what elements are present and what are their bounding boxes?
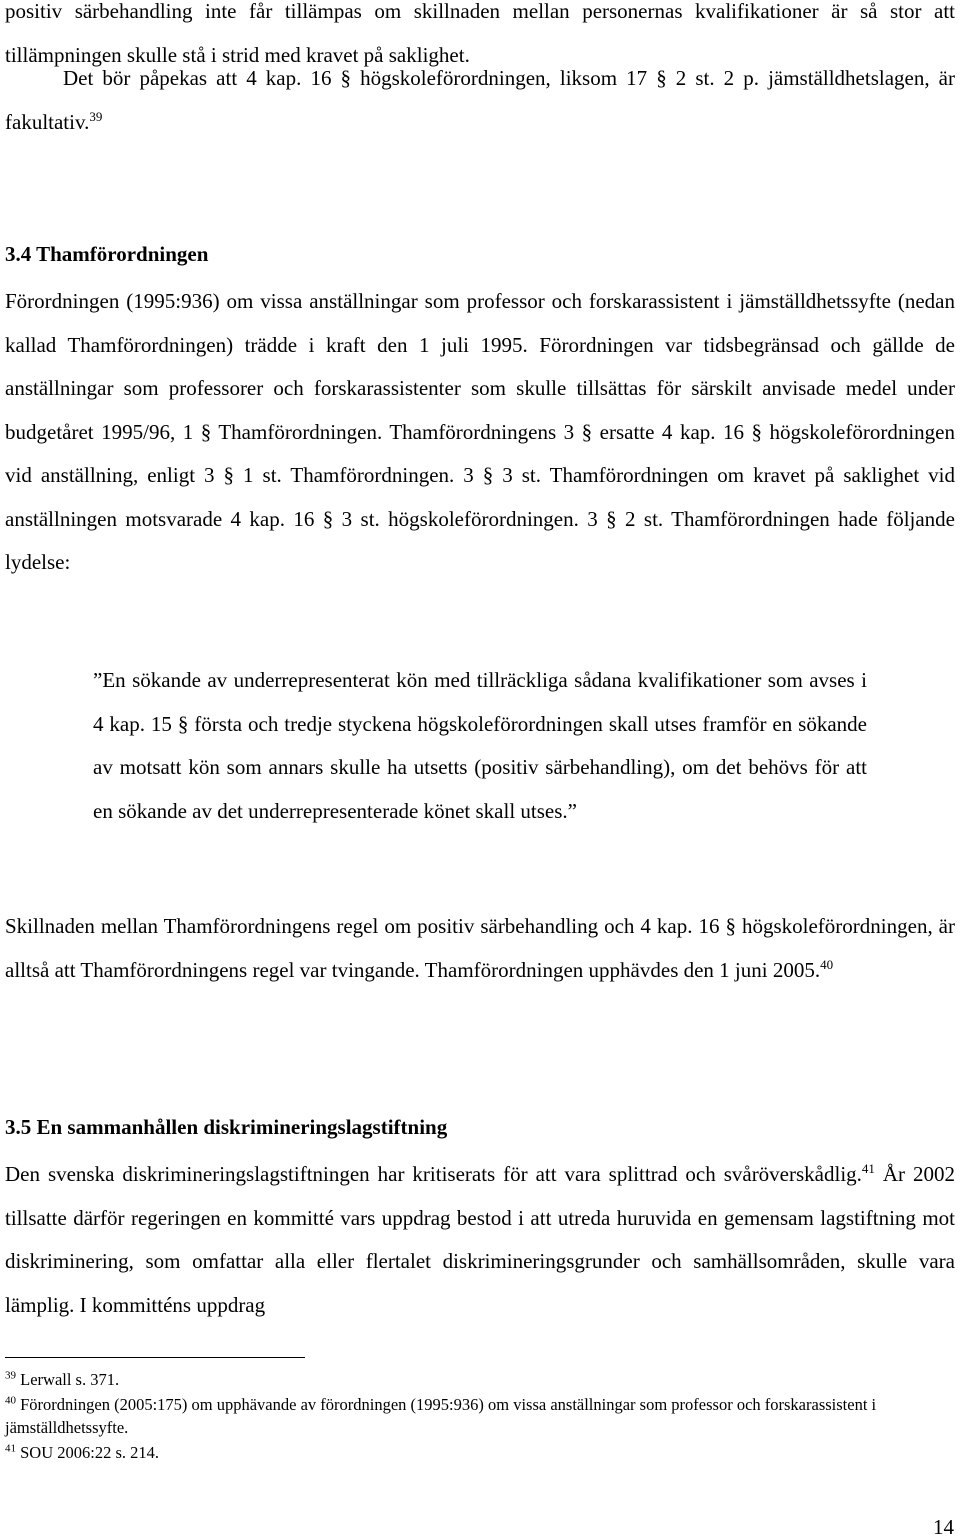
footnote-separator [5, 1357, 305, 1358]
paragraph-skillnaden-text: Skillnaden mellan Thamförordningens regel om positiv särbehandling och 4 kap. 16 § högskoleförordningen, är alltså att Thamförordningens regel var tvingande. Thamförordningen upphävdes den 1 juni 2005. [5, 914, 955, 982]
paragraph-fakultativ-text: Det bör påpekas att 4 kap. 16 § högskoleförordningen, liksom 17 § 2 st. 2 p. jämställdhetslagen, är fakultativ. [5, 66, 955, 134]
footnote-41 [5, 1441, 935, 1464]
footnote-number: 41 [5, 1442, 16, 1455]
footnote-39 [5, 1368, 935, 1391]
paragraph-diskriminering-text-a: Den svenska diskrimineringslagstiftningen har kritiserats för att vara splittrad och svåröverskådlig. [5, 1162, 862, 1186]
paragraph-diskriminering-text-b: År 2002 tillsatte därför regeringen en kommitté vars uppdrag bestod i att utreda huruvida en gemensam lagstiftning mot diskriminering, som omfattar alla eller flertalet diskrimineringsgrunder och samhällsområden, skulle vara lämplig. I kommitténs uppdrag [5, 1162, 955, 1317]
page-number: 14 [933, 1515, 954, 1539]
footnote-number: 39 [5, 1369, 16, 1382]
paragraph-skillnaden [5, 905, 955, 992]
footnote-text: Lerwall s. 371. [20, 1370, 120, 1389]
section-heading-3-5: 3.5 En sammanhållen diskrimineringslagstiftning [5, 1115, 448, 1139]
paragraph-thamforordningen: Förordningen (1995:936) om vissa anställningar som professor och forskarassistent i jämställdhetssyfte (nedan kallad Thamförordningen) trädde i kraft den 1 juli 1995. Förordningen var tidsbegränsad och gällde de anställningar som professorer och forskarassistenter som skulle tillsättas för särskilt anvisade medel under budgetåret 1995/96, 1 § Thamförordningen. Thamförordningens 3 § ersatte 4 kap. 16 § högskoleförordningen vid anställning, enligt 3 § 1 st. Thamförordningen. 3 § 3 st. Thamförordningen om kravet på saklighet vid anställningen motsvarade 4 kap. 16 § 3 st. högskoleförordningen. 3 § 2 st. Thamförordningen hade följande lydelse: [5, 289, 955, 574]
footnote-ref-40[interactable]: 40 [820, 956, 834, 972]
paragraph-positiv-sarbehandling: positiv särbehandling inte får tillämpas om skillnaden mellan personernas kvalifikationer är så stor att tillämpningen skulle stå i strid med kravet på saklighet. [5, 0, 955, 67]
footnote-ref-39[interactable]: 39 [89, 108, 103, 124]
section-heading-3-4: 3.4 Thamförordningen [5, 242, 209, 266]
footnote-40 [5, 1393, 935, 1439]
paragraph-fakultativ [5, 57, 955, 144]
paragraph-diskrimineringslagstiftning [5, 1153, 955, 1327]
footnote-number: 40 [5, 1394, 16, 1407]
footnote-text: SOU 2006:22 s. 214. [20, 1443, 160, 1462]
footnote-ref-41[interactable]: 41 [861, 1161, 875, 1176]
footnote-text: Förordningen (2005:175) om upphävande av förordningen (1995:936) om vissa anställningar som professor och forskarassistent i jämställdhetssyfte. [5, 1395, 877, 1437]
block-quote: ”En sökande av underrepresenterat kön med tillräckliga sådana kvalifikationer som avses i 4 kap. 15 § första och tredje styckena högskoleförordningen skall utses framför en sökande av motsatt kön som annars skulle ha utsetts (positiv särbehandling), om det behövs för att en sökande av det underrepresenterade könet skall utses.” [93, 668, 867, 823]
